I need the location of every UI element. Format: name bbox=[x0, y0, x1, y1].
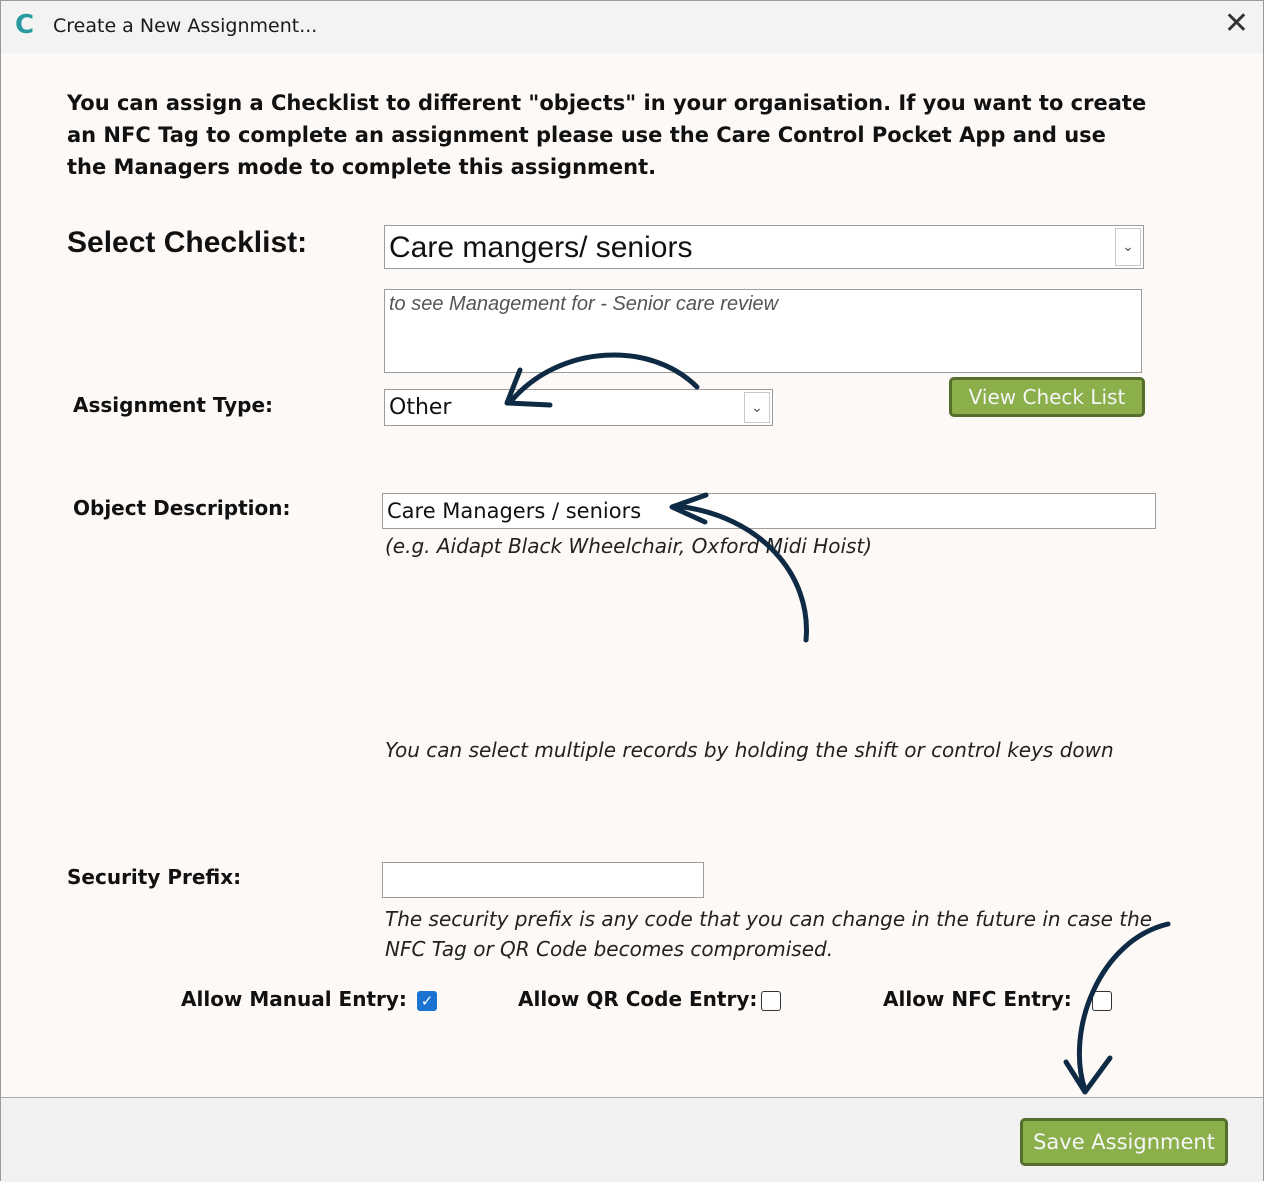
close-icon[interactable]: ✕ bbox=[1223, 6, 1249, 41]
object-description-example: (e.g. Aidapt Black Wheelchair, Oxford Midi Hoist) bbox=[385, 534, 873, 558]
assignment-type-label: Assignment Type: bbox=[73, 393, 274, 417]
multi-select-hint: You can select multiple records by holding the shift or control keys down bbox=[385, 738, 1114, 762]
allow-nfc-entry-label: Allow NFC Entry: bbox=[883, 987, 1072, 1011]
checklist-description-box bbox=[384, 289, 1142, 373]
chevron-down-icon[interactable]: ⌄ bbox=[1115, 228, 1141, 266]
allow-manual-entry-checkbox[interactable] bbox=[417, 991, 437, 1011]
chevron-down-icon[interactable]: ⌄ bbox=[744, 392, 770, 423]
allow-nfc-entry-checkbox[interactable] bbox=[1092, 991, 1112, 1011]
checklist-selected-value: Care mangers/ seniors bbox=[389, 231, 693, 264]
save-assignment-button[interactable]: Save Assignment bbox=[1020, 1118, 1228, 1166]
select-checklist-label: Select Checklist: bbox=[67, 226, 308, 259]
object-description-value: Care Managers / seniors bbox=[387, 499, 642, 523]
security-prefix-hint: The security prefix is any code that you can change in the future in case the NFC Tag or QR Code becomes compromised. bbox=[385, 907, 1153, 961]
view-check-list-button[interactable]: View Check List bbox=[949, 377, 1145, 417]
security-prefix-label: Security Prefix: bbox=[67, 865, 242, 889]
security-prefix-input[interactable] bbox=[382, 862, 704, 898]
intro-text: You can assign a Checklist to different "objects" in your organisation. If you want to create an NFC Tag to complete an assignment please use the Care Control Pocket App and use the Managers mode to complete this assignment. bbox=[67, 91, 1147, 179]
checkmark-icon: ✓ bbox=[420, 992, 434, 1010]
object-description-input[interactable] bbox=[382, 493, 1156, 529]
assignment-type-value: Other bbox=[389, 395, 452, 420]
object-description-label: Object Description: bbox=[73, 496, 291, 520]
checklist-description: to see Management for - Senior care review bbox=[389, 293, 779, 315]
title-bar bbox=[1, 1, 1263, 53]
dialog-footer bbox=[1, 1097, 1263, 1182]
checklist-select[interactable] bbox=[384, 225, 1144, 269]
window-title: Create a New Assignment... bbox=[53, 15, 318, 37]
allow-qr-code-entry-checkbox[interactable] bbox=[761, 991, 781, 1011]
allow-manual-entry-label: Allow Manual Entry: bbox=[181, 987, 407, 1011]
assignment-type-select[interactable] bbox=[384, 389, 773, 426]
allow-qr-code-entry-label: Allow QR Code Entry: bbox=[518, 987, 758, 1011]
app-logo-icon: C bbox=[15, 10, 35, 40]
